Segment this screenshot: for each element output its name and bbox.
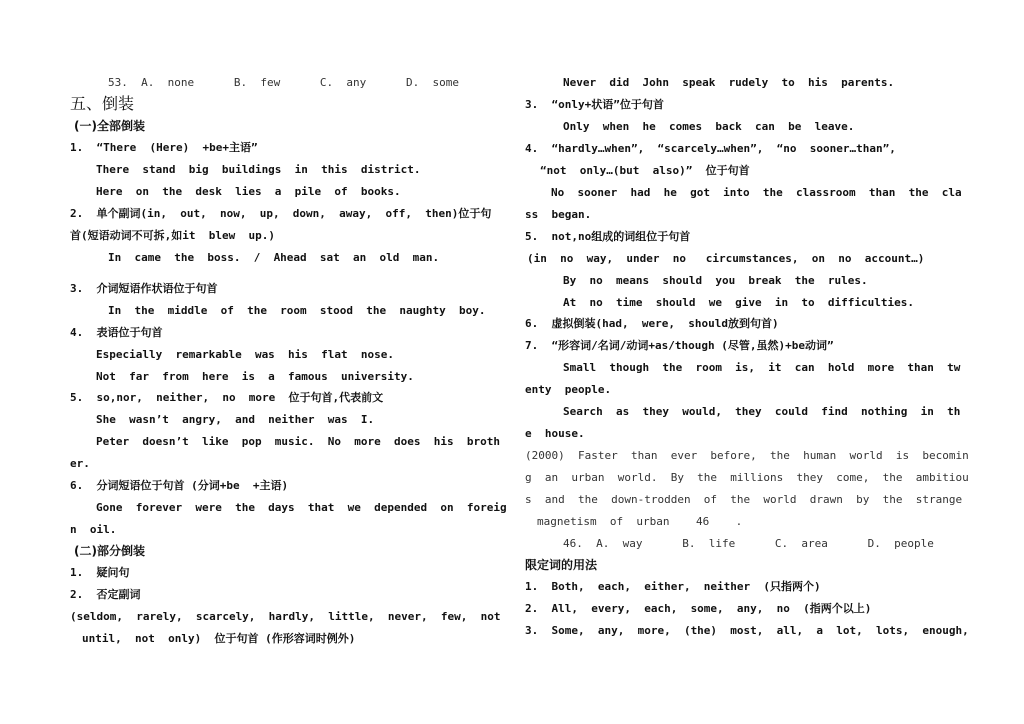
determiner-1: 1. Both, each, either, neither (只指两个) xyxy=(525,580,821,593)
rule-5: 5. so,nor, neither, no more 位于句首,代表前文 xyxy=(70,391,384,404)
partial-1: 1. 疑问句 xyxy=(70,566,130,579)
rule-r5-list: (in no way, under no circumstances, on no account…) xyxy=(527,252,925,265)
example-5a: She wasn’t angry, and neither was I. xyxy=(96,413,375,426)
rule-2: 2. 单个副词(in, out, now, up, down, away, off, then)位于句 xyxy=(70,207,492,220)
subheading-full-inversion: (一)全部倒装 xyxy=(74,119,145,133)
example-5b-cont: er. xyxy=(70,457,90,470)
example-search-cont: e house. xyxy=(525,427,585,440)
rule-2-cont: 首(短语动词不可拆,如it blew up.) xyxy=(70,229,275,242)
example-6a: Gone forever were the days that we depended on foreig xyxy=(96,501,507,514)
example-bynomeans: By no means should you break the rules. xyxy=(563,274,868,287)
rule-r4: 4. “hardly…when”, “scarcely…when”, “no sooner…than”, xyxy=(525,142,896,155)
example-3a: In the middle of the room stood the naughty boy. xyxy=(108,304,486,317)
example-small-cont: enty people. xyxy=(525,383,612,396)
rule-6: 6. 分词短语位于句首 (分词+be +主语) xyxy=(70,479,289,492)
subheading-partial-inversion: (二)部分倒装 xyxy=(74,544,145,558)
example-small: Small though the room is, it can hold more than tw xyxy=(563,361,961,374)
determiner-2: 2. All, every, each, some, any, no (指两个以上) xyxy=(525,602,872,615)
example-1a: There stand big buildings in this district. xyxy=(96,163,421,176)
rule-r4-cont: “not only…(but also)” 位于句首 xyxy=(540,164,750,177)
rule-r6: 6. 虚拟倒装(had, were, should放到句首) xyxy=(525,317,779,330)
example-never: Never did John speak rudely to his parents. xyxy=(563,76,895,89)
example-only: Only when he comes back can be leave. xyxy=(563,120,855,133)
partial-2-list: (seldom, rarely, scarcely, hardly, little, never, few, not xyxy=(70,610,501,623)
heading-determiners: 限定词的用法 xyxy=(525,558,598,572)
rule-1: 1. “There (Here) +be+主语” xyxy=(70,141,258,154)
question-53: 53. A. none B. few C. any D. some xyxy=(108,76,459,89)
example-atnotime: At no time should we give in to difficulties. xyxy=(563,296,914,309)
rule-r7: 7. “形容词/名词/动词+as/though (尽管,虽然)+be动词” xyxy=(525,339,834,352)
passage-line-3: s and the down-trodden of the world drawn by the strange xyxy=(525,493,963,506)
rule-3: 3. 介词短语作状语位于句首 xyxy=(70,282,218,295)
example-2a: In came the boss. / Ahead sat an old man. xyxy=(108,251,440,264)
rule-4: 4. 表语位于句首 xyxy=(70,326,163,339)
passage-line-2: g an urban world. By the millions they come, the ambitiou xyxy=(525,471,969,484)
partial-2-list-cont: until, not only) 位于句首 (作形容词时例外) xyxy=(82,632,356,645)
passage-line-1: (2000) Faster than ever before, the human world is becomin xyxy=(525,449,969,462)
question-46: 46. A. way B. life C. area D. people xyxy=(563,537,934,550)
example-1b: Here on the desk lies a pile of books. xyxy=(96,185,401,198)
example-search: Search as they would, they could find nothing in th xyxy=(563,405,961,418)
example-4a: Especially remarkable was his flat nose. xyxy=(96,348,395,361)
example-5b: Peter doesn’t like pop music. No more does his broth xyxy=(96,435,500,448)
rule-r3: 3. “only+状语”位于句首 xyxy=(525,98,664,111)
section-heading-inversion: 五、倒装 xyxy=(70,94,135,113)
passage-line-4: magnetism of urban 46 . xyxy=(537,515,743,528)
example-nosooner-cont: ss began. xyxy=(525,208,592,221)
example-6a-cont: n oil. xyxy=(70,523,117,536)
partial-2: 2. 否定副词 xyxy=(70,588,141,601)
determiner-3: 3. Some, any, more, (the) most, all, a lot, lots, enough, xyxy=(525,624,969,637)
example-nosooner: No sooner had he got into the classroom than the cla xyxy=(551,186,962,199)
rule-r5: 5. not,no组成的词组位于句首 xyxy=(525,230,691,243)
example-4b: Not far from here is a famous university. xyxy=(96,370,414,383)
